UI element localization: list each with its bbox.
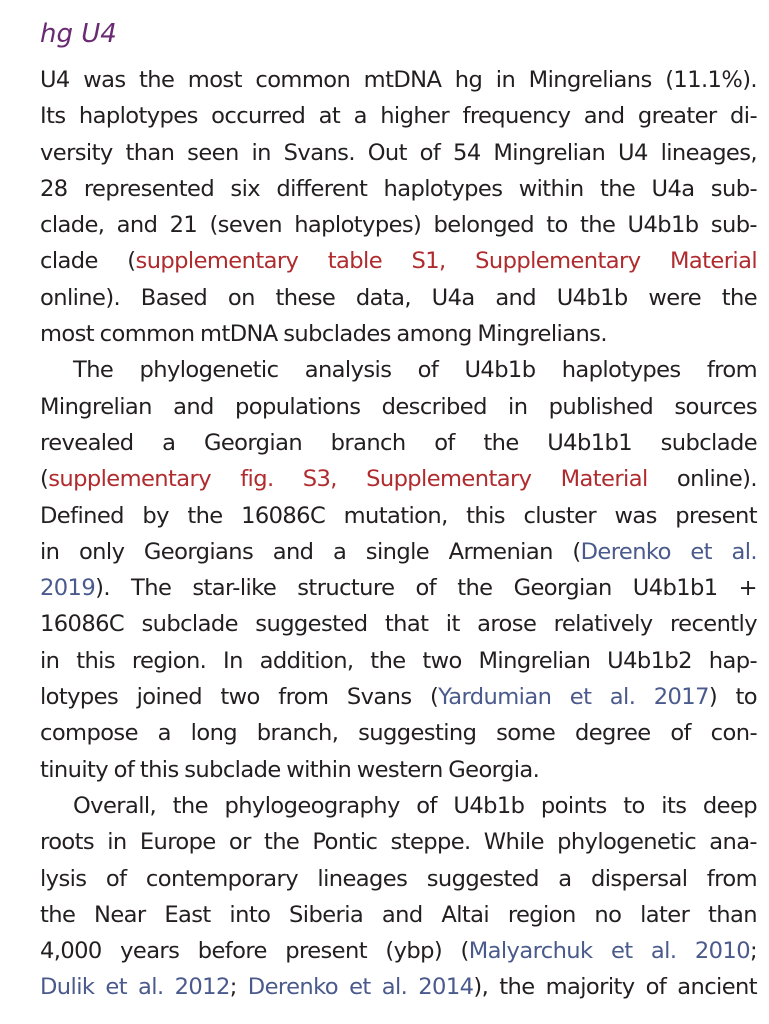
text-line: The phylogenetic analysis of U4b1b haplotypes from: [73, 357, 757, 384]
text-line: versity than seen in Svans. Out of 54 Mingrelian U4 lineages,: [40, 139, 757, 166]
text-line: [40, 461, 757, 497]
text-line: [40, 969, 757, 1005]
text-line: [40, 933, 757, 969]
citation-link[interactable]: Dulik et al. 2012: [40, 974, 230, 1001]
text-line: the Near East into Siberia and Altai region no later than: [40, 901, 757, 928]
text-segment: lotypes joined two from Svans (: [40, 684, 439, 711]
text-line: Overall, the phylogeography of U4b1b points to its deep: [73, 792, 757, 819]
text-line: revealed a Georgian branch of the U4b1b1 subclade: [40, 429, 757, 456]
supplementary-figure-link[interactable]: supplementary fig. S3, Supplementary Material: [48, 466, 648, 493]
text-line: Defined by the 16086C mutation, this cluster was present: [40, 502, 757, 529]
citation-link[interactable]: Malyarchuk et al. 2010: [468, 938, 750, 965]
text-segment: ). The star-like structure of the Georgian U4b1b1 +: [95, 575, 757, 602]
text-line: [40, 243, 757, 279]
text-line: [40, 534, 757, 570]
text-line: online). Based on these data, U4a and U4b1b were the: [40, 284, 757, 311]
text-line: Its haplotypes occurred at a higher frequency and greater di-: [40, 103, 757, 130]
text-line: roots in Europe or the Pontic steppe. While phylogenetic ana-: [40, 829, 757, 856]
text-segment: ;: [749, 938, 757, 965]
text-segment: in only Georgians and a single Armenian (: [40, 538, 581, 565]
text-line: most common mtDNA subclades among Mingrelians.: [40, 321, 607, 348]
text-line: in this region. In addition, the two Mingrelian U4b1b2 hap-: [40, 647, 757, 674]
text-line: U4 was the most common mtDNA hg in Mingrelians (11.1%).: [40, 67, 757, 93]
citation-link[interactable]: Derenko et al. 2014: [247, 974, 474, 1001]
text-line: 16086C subclade suggested that it arose relatively recently: [40, 611, 757, 638]
article-body: [40, 62, 757, 1006]
citation-link[interactable]: 2019: [40, 575, 96, 602]
text-segment: online).: [647, 466, 757, 493]
text-line: [40, 570, 757, 606]
supplementary-table-link[interactable]: supplementary table S1, Supplementary Material: [135, 248, 757, 275]
text-segment: ), the majority of ancient: [473, 974, 757, 1001]
text-line: lysis of contemporary lineages suggested a dispersal from: [40, 865, 757, 892]
text-segment: ;: [229, 974, 248, 1001]
text-segment: clade (: [40, 248, 136, 275]
text-line: tinuity of this subclade within western Georgia.: [40, 756, 540, 783]
citation-link[interactable]: Derenko et al.: [580, 538, 757, 565]
text-line: Mingrelian and populations described in published sources: [40, 393, 757, 420]
text-line: clade, and 21 (seven haplotypes) belonged to the U4b1b sub-: [40, 212, 757, 239]
text-line: 28 represented six different haplotypes within the U4a sub-: [40, 175, 757, 202]
text-segment: ) to: [708, 684, 757, 711]
text-segment: (: [40, 466, 49, 493]
section-heading: hg U4: [40, 19, 117, 49]
text-line: [40, 679, 757, 715]
text-line: compose a long branch, suggesting some degree of con-: [40, 720, 757, 747]
text-segment: 4,000 years before present (ybp) (: [40, 938, 469, 965]
citation-link[interactable]: Yardumian et al. 2017: [438, 684, 709, 711]
